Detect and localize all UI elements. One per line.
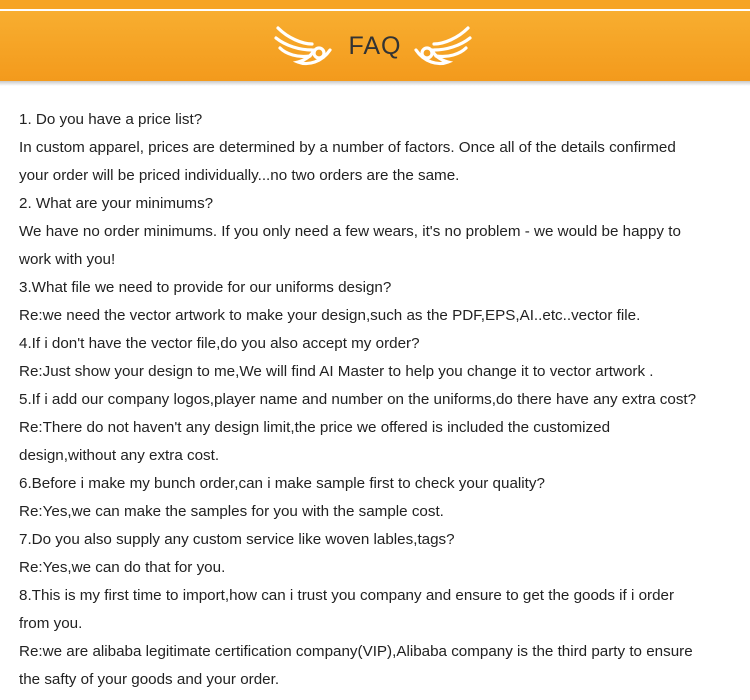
faq-answer: design,without any extra cost. xyxy=(19,447,220,464)
faq-answer: Re:we need the vector artwork to make your design,such as the PDF,EPS,AI..etc..vector file. xyxy=(19,307,641,324)
page-title: FAQ xyxy=(348,32,402,60)
faq-answer: Re:Just show your design to me,We will find AI Master to help you change it to vector artwork . xyxy=(19,363,654,380)
banner-top-stripe xyxy=(0,0,750,9)
faq-question: 4.If i don't have the vector file,do you also accept my order? xyxy=(19,335,420,352)
faq-question: from you. xyxy=(19,615,83,632)
faq-answer: We have no order minimums. If you only need a few wears, it's no problem - we would be happy to xyxy=(19,223,681,240)
faq-question: 5.If i add our company logos,player name and number on the uniforms,do there have any extra cost? xyxy=(19,391,697,408)
faq-question: 6.Before i make my bunch order,can i make sample first to check your quality? xyxy=(19,475,545,492)
right-wing-icon xyxy=(412,22,474,70)
faq-answer: Re:Yes,we can make the samples for you with the sample cost. xyxy=(19,503,444,520)
faq-answer: the safty of your goods and your order. xyxy=(19,671,280,688)
faq-answer: your order will be priced individually...no two orders are the same. xyxy=(19,167,460,184)
faq-question: 2. What are your minimums? xyxy=(19,195,214,212)
faq-answer: work with you! xyxy=(19,251,116,268)
faq-answer: Re:we are alibaba legitimate certification company(VIP),Alibaba company is the third party to ensure xyxy=(19,643,693,660)
faq-answer: Re:Yes,we can do that for you. xyxy=(19,559,226,576)
banner-shadow xyxy=(0,81,750,86)
faq-question: 8.This is my first time to import,how can i trust you company and ensure to get the goods if i order xyxy=(19,587,675,604)
faq-question: 1. Do you have a price list? xyxy=(19,111,203,128)
faq-body xyxy=(19,106,739,694)
faq-question: 7.Do you also supply any custom service like woven lables,tags? xyxy=(19,531,455,548)
faq-answer: In custom apparel, prices are determined by a number of factors. Once all of the details confirmed xyxy=(19,139,676,156)
faq-question: 3.What file we need to provide for our uniforms design? xyxy=(19,279,392,296)
faq-answer: Re:There do not haven't any design limit,the price we offered is included the customized xyxy=(19,419,611,436)
faq-header-banner xyxy=(0,0,750,92)
